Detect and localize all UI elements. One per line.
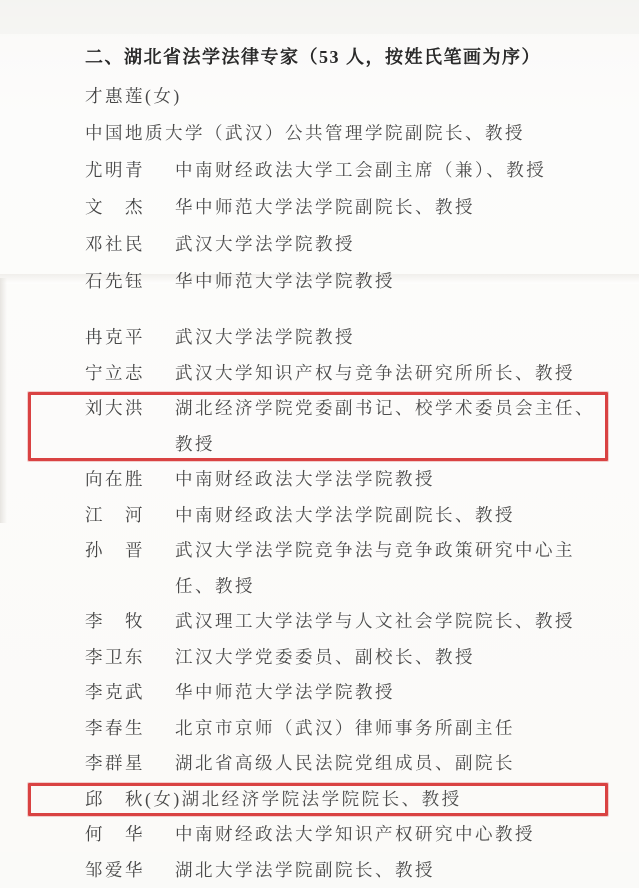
expert-affiliation: 湖北经济学院法学院院长、教授 xyxy=(182,782,462,818)
expert-affiliation: 华中师范大学法学院副院长、教授 xyxy=(175,189,603,226)
expert-name: 李群星 xyxy=(85,746,175,782)
list-item xyxy=(85,189,612,226)
expert-affiliation: 华中师范大学法学院教授 xyxy=(175,263,603,300)
expert-name: 刘大洪 xyxy=(85,391,175,427)
list-item xyxy=(85,462,612,498)
list-item xyxy=(85,746,612,782)
expert-name: 何 华 xyxy=(85,817,175,853)
expert-affiliation: 中南财经政法大学知识产权研究中心教授 xyxy=(175,817,603,853)
expert-affiliation: 武汉大学法学院教授 xyxy=(175,226,603,263)
expert-affiliation: 湖北经济学院党委副书记、校学术委员会主任、教授 xyxy=(175,391,603,462)
expert-name: 宁立志 xyxy=(85,356,175,392)
expert-name: 邹爱华 xyxy=(85,853,175,888)
expert-name: 李克武 xyxy=(85,675,175,711)
scan-edge-shadow xyxy=(0,278,7,523)
expert-name: 江 河 xyxy=(85,498,175,534)
expert-list xyxy=(85,78,612,888)
expert-name: 尤明青 xyxy=(85,152,175,189)
expert-name: 孙 晋 xyxy=(85,533,175,569)
expert-name: 李卫东 xyxy=(85,640,175,676)
list-item xyxy=(85,320,612,356)
expert-name: 才惠莲(女) xyxy=(85,78,182,115)
expert-affiliation: 武汉大学知识产权与竞争法研究所所长、教授 xyxy=(175,356,603,392)
expert-affiliation: 中南财经政法大学工会副主席（兼）、教授 xyxy=(175,152,603,189)
expert-affiliation: 武汉大学法学院教授 xyxy=(175,320,603,356)
expert-affiliation: 武汉理工大学法学与人文社会学院院长、教授 xyxy=(175,604,603,640)
expert-affiliation: 武汉大学法学院竞争法与竞争政策研究中心主任、教授 xyxy=(175,533,603,604)
expert-name: 邱 秋(女) xyxy=(85,782,182,818)
expert-affiliation: 中国地质大学（武汉）公共管理学院副院长、教授 xyxy=(85,115,525,152)
list-item xyxy=(85,782,612,818)
list-item xyxy=(85,533,612,604)
expert-name: 李春生 xyxy=(85,711,175,747)
expert-affiliation: 中南财经政法大学法学院副院长、教授 xyxy=(175,498,603,534)
section-title: 二、湖北省法学法律专家（53 人，按姓氏笔画为序） xyxy=(85,44,541,70)
list-item xyxy=(85,263,612,300)
list-item xyxy=(85,853,612,888)
list-item xyxy=(85,391,612,462)
list-item xyxy=(85,152,612,189)
expert-name: 冉克平 xyxy=(85,320,175,356)
list-item xyxy=(85,498,612,534)
list-item xyxy=(85,711,612,747)
scan-band-top xyxy=(0,0,639,34)
expert-name: 文 杰 xyxy=(85,189,175,226)
list-item xyxy=(85,78,612,152)
list-item xyxy=(85,675,612,711)
expert-name: 向在胜 xyxy=(85,462,175,498)
expert-affiliation: 中南财经政法大学法学院教授 xyxy=(175,462,603,498)
list-item xyxy=(85,640,612,676)
expert-name: 李 牧 xyxy=(85,604,175,640)
expert-affiliation: 北京市京师（武汉）律师事务所副主任 xyxy=(175,711,603,747)
expert-affiliation: 湖北省高级人民法院党组成员、副院长 xyxy=(175,746,603,782)
list-item xyxy=(85,356,612,392)
list-item xyxy=(85,604,612,640)
expert-affiliation: 江汉大学党委委员、副校长、教授 xyxy=(175,640,603,676)
expert-name: 石先钰 xyxy=(85,263,175,300)
expert-affiliation: 华中师范大学法学院教授 xyxy=(175,675,603,711)
expert-name: 邓社民 xyxy=(85,226,175,263)
list-item xyxy=(85,226,612,263)
list-item xyxy=(85,817,612,853)
expert-affiliation: 湖北大学法学院副院长、教授 xyxy=(175,853,603,888)
